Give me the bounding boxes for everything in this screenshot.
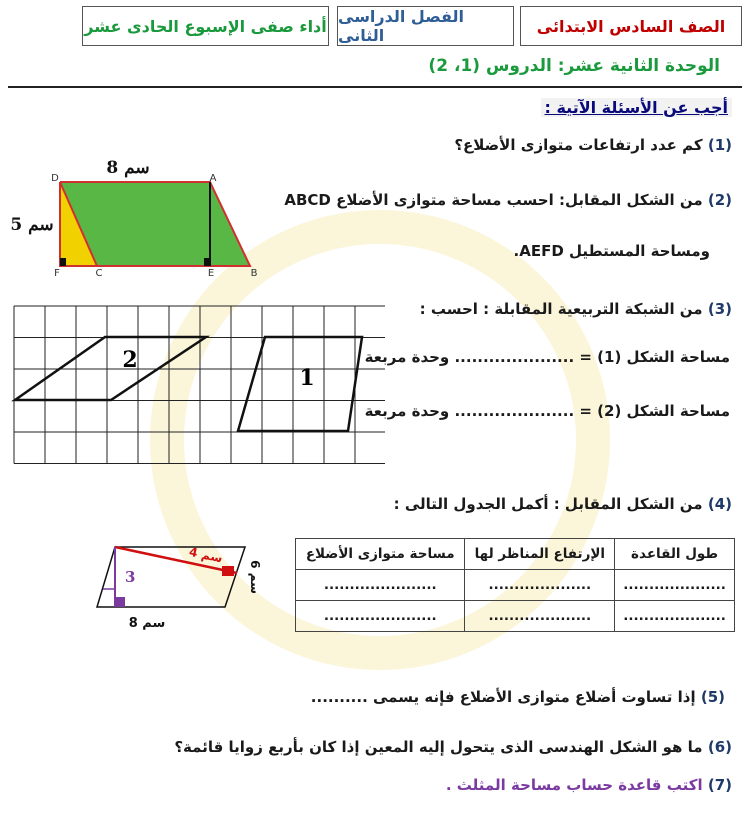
right-angle-f (60, 258, 66, 266)
question-5-number: (5) (700, 688, 725, 706)
vertex-f: F (54, 268, 60, 279)
table-cell[interactable]: .................... (465, 601, 615, 632)
term-box (337, 6, 514, 46)
table-header-cell: الإرتفاع المناظر لها (465, 539, 615, 570)
side-6-label: 6 سم (248, 560, 262, 594)
question-7 (446, 776, 732, 794)
question-2-line2: ومساحة المستطيل AEFD. (513, 242, 710, 260)
question-5-text: إذا تساوت أضلاع متوازى الأضلاع فإنه يسمى .......... (310, 688, 696, 706)
table-cell[interactable]: .................... (615, 570, 735, 601)
side-length-label: 5 سم (10, 215, 54, 235)
grade-box (520, 6, 742, 46)
question-3 (420, 300, 732, 318)
question-2-text: من الشكل المقابل: احسب مساحة متوازى الأضلاع ABCD (284, 191, 703, 209)
question-3-line2: مساحة الشكل (2) = ..................... وحدة مربعة (364, 402, 730, 420)
right-angle-red (222, 566, 234, 576)
table-row (296, 570, 735, 601)
question-3-line1: مساحة الشكل (1) = ..................... وحدة مربعة (364, 348, 730, 366)
table-header-cell: طول القاعدة (615, 539, 735, 570)
table-cell[interactable]: ...................... (296, 570, 465, 601)
answer-table (295, 538, 735, 632)
shape-2-label: 2 (122, 347, 138, 373)
vertex-c: C (95, 268, 103, 279)
question-3-number: (3) (707, 300, 732, 318)
grade-label: الصف السادس الابتدائى (536, 16, 726, 36)
instruction-heading: أجب عن الأسئلة الآتية : (541, 98, 733, 117)
table-cell[interactable]: .................... (615, 601, 735, 632)
table-header-cell: مساحة متوازى الأضلاع (296, 539, 465, 570)
question-4 (394, 495, 732, 513)
vertex-b: B (250, 268, 258, 279)
question-2-number: (2) (707, 191, 732, 209)
top-length-label: 8 سم (106, 158, 150, 178)
assessment-box (82, 6, 329, 46)
base-8-label: 8 سم (128, 616, 166, 631)
grid-lines (14, 306, 385, 464)
question-4-text: من الشكل المقابل : أكمل الجدول التالى : (393, 495, 703, 513)
assessment-label: أداء صفى الإسبوع الحادى عشر (84, 16, 327, 36)
vertex-d: D (51, 173, 59, 184)
question-4-number: (4) (707, 495, 732, 513)
question-6-number: (6) (707, 738, 732, 756)
height-3-label: 3 (125, 568, 136, 586)
question-2 (284, 191, 732, 209)
term-label: الفصل الدراسى الثانى (338, 7, 464, 45)
table-row (296, 601, 735, 632)
vertex-e: E (207, 268, 215, 279)
question-1-number: (1) (707, 136, 732, 154)
square-grid (10, 305, 385, 467)
vertex-a: A (209, 173, 217, 184)
header-divider (8, 86, 742, 88)
right-angle-purple (115, 597, 125, 607)
right-angle-e (204, 258, 210, 266)
question-6-text: ما هو الشكل الهندسى الذى يتحول إليه المعين إذا كان بأربع زوايا قائمة؟ (174, 738, 703, 756)
question-7-text: اكتب قاعدة حساب مساحة المثلث . (445, 776, 703, 794)
question-7-number: (7) (707, 776, 732, 794)
question-1 (454, 136, 732, 154)
shape-1-label: 1 (299, 365, 315, 391)
unit-title: الوحدة الثانية عشر: الدروس (1، 2) (428, 56, 720, 76)
question-6 (174, 738, 732, 756)
question-3-text: من الشبكة التربيعية المقابلة : احسب : (419, 300, 703, 318)
table-cell[interactable]: ...................... (296, 601, 465, 632)
question-1-text: كم عدد ارتفاعات متوازى الأضلاع؟ (454, 136, 703, 154)
parallelogram-heights-figure (85, 535, 275, 635)
question-5 (311, 688, 725, 706)
height-4-label: 4 سم (187, 544, 224, 566)
table-header-row (296, 539, 735, 570)
parallelogram-figure (0, 150, 290, 285)
table-cell[interactable]: .................... (465, 570, 615, 601)
